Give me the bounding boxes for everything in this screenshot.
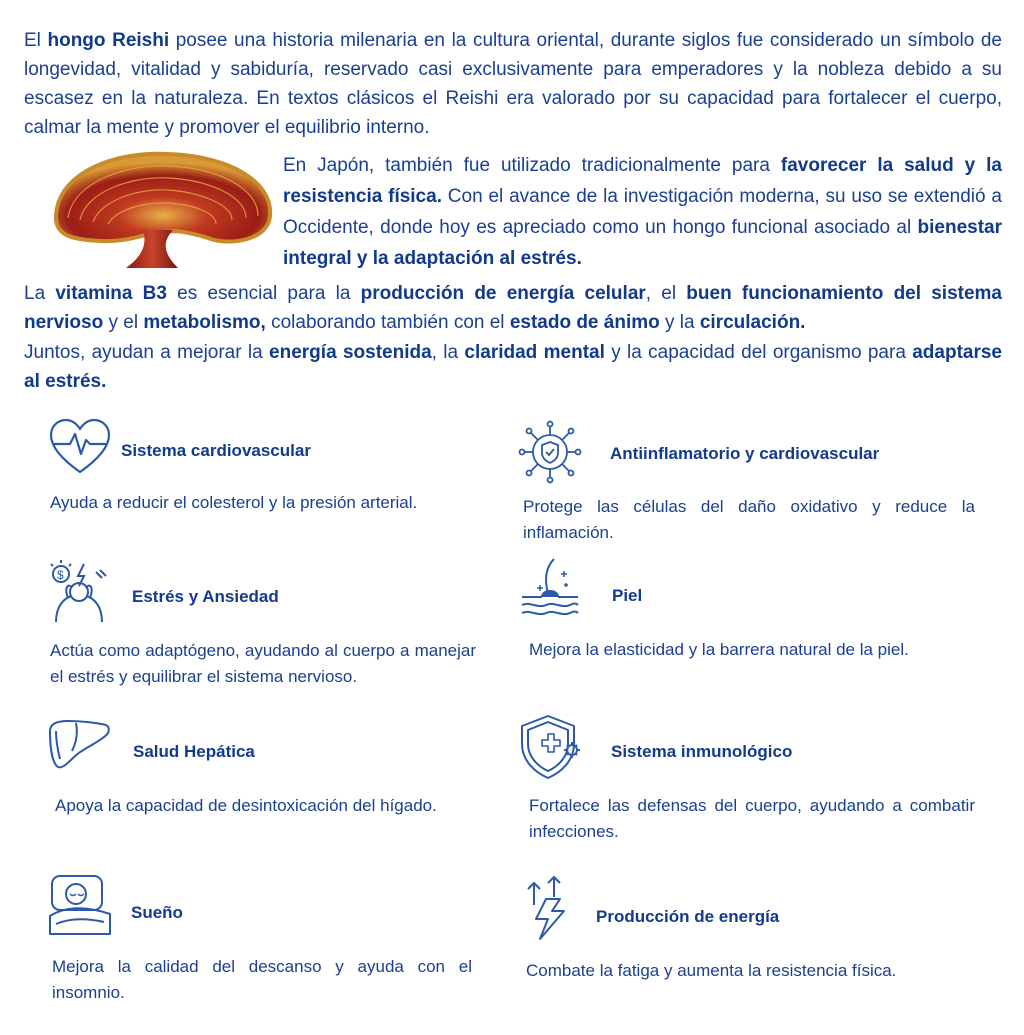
benefit-text: Mejora la calidad del descanso y ayuda con el insomnio. bbox=[52, 957, 472, 1002]
benefit-text: Fortalece las defensas del cuerpo, ayudando a combatir infecciones. bbox=[529, 796, 975, 841]
immune-shield-icon bbox=[518, 714, 588, 780]
text: , el bbox=[645, 283, 687, 304]
benefit-title: Piel bbox=[612, 586, 643, 605]
text: y el bbox=[103, 312, 144, 333]
intro-paragraph-1 bbox=[24, 26, 1002, 142]
text: En Japón, también fue utilizado tradicionalmente para bbox=[283, 155, 781, 176]
stress-person-icon bbox=[46, 558, 112, 624]
bold-text: bienestar integral y la adaptación al estrés. bbox=[283, 217, 1002, 269]
benefit-text: Mejora la elasticidad y la barrera natural de la piel. bbox=[529, 640, 909, 659]
text: Juntos, ayudan a mejorar la bbox=[24, 342, 270, 363]
text: El bbox=[24, 30, 48, 51]
text: colaborando también con el bbox=[265, 312, 510, 333]
liver-icon bbox=[46, 717, 112, 773]
bold-text: metabolismo, bbox=[143, 312, 266, 333]
benefit-text: Actúa como adaptógeno, ayudando al cuerpo a manejar el estrés y equilibrar el sistema nervioso. bbox=[50, 641, 476, 686]
bold-text: vitamina B3 bbox=[55, 283, 167, 304]
benefit-title: Antiinflamatorio y cardiovascular bbox=[610, 444, 880, 463]
bold-text: hongo Reishi bbox=[47, 30, 170, 51]
bold-text: adaptarse al estrés. bbox=[24, 342, 1003, 392]
benefit-title: Sistema cardiovascular bbox=[121, 441, 311, 460]
svg-text:$: $ bbox=[57, 568, 64, 582]
bold-text: producción de energía celular bbox=[360, 283, 646, 304]
bold-text: favorecer la salud y la resistencia física. bbox=[283, 155, 1002, 207]
text: La bbox=[24, 283, 56, 304]
bold-text: claridad mental bbox=[464, 342, 605, 363]
benefit-title: Sueño bbox=[131, 903, 183, 922]
intro-paragraph-3 bbox=[24, 279, 1002, 337]
text: Con el avance de la investigación moderna, su uso se extendió a Occidente, donde hoy es apreciado como un hongo funcional asociado al bbox=[283, 186, 1002, 238]
text: , la bbox=[431, 342, 465, 363]
virus-shield-icon bbox=[518, 420, 582, 484]
benefit-text: Combate la fatiga y aumenta la resistencia física. bbox=[526, 961, 897, 980]
text: es esencial para la bbox=[166, 283, 361, 304]
intro-paragraph-2 bbox=[283, 150, 1002, 274]
sleep-person-icon bbox=[46, 872, 114, 938]
text: y la bbox=[659, 312, 700, 333]
bold-text: buen funcionamiento del sistema nervioso bbox=[24, 283, 1003, 333]
benefit-text: Protege las células del daño oxidativo y reduce la inflamación. bbox=[523, 497, 975, 542]
benefit-title: Producción de energía bbox=[596, 907, 780, 926]
benefit-text: Apoya la capacidad de desintoxicación del hígado. bbox=[55, 796, 437, 815]
bold-text: circulación. bbox=[699, 312, 806, 333]
reishi-mushroom-image bbox=[48, 146, 278, 276]
text: y la capacidad del organismo para bbox=[604, 342, 913, 363]
heart-pulse-icon bbox=[48, 418, 112, 476]
text: posee una historia milenaria en la cultura oriental, durante siglos fue considerado un símbolo de longevidad, vitalidad y sabiduría, reservado casi exclusivamente para emperadores y la nobleza debido a su escasez en la naturaleza. En textos clásicos el Reishi era valorado por su capacidad para fortalecer el cuerpo, calmar la mente y promover el equilibrio interno. bbox=[24, 30, 1002, 138]
benefit-title: Estrés y Ansiedad bbox=[132, 587, 279, 606]
skin-hair-icon bbox=[518, 555, 582, 621]
benefit-title: Sistema inmunológico bbox=[611, 742, 793, 761]
bold-text: energía sostenida bbox=[269, 342, 432, 363]
energy-bolt-icon bbox=[524, 875, 572, 941]
benefit-title: Salud Hepática bbox=[133, 742, 255, 761]
intro-paragraph-4 bbox=[24, 338, 1002, 396]
benefit-text: Ayuda a reducir el colesterol y la presión arterial. bbox=[50, 493, 418, 512]
bold-text: estado de ánimo bbox=[509, 312, 660, 333]
